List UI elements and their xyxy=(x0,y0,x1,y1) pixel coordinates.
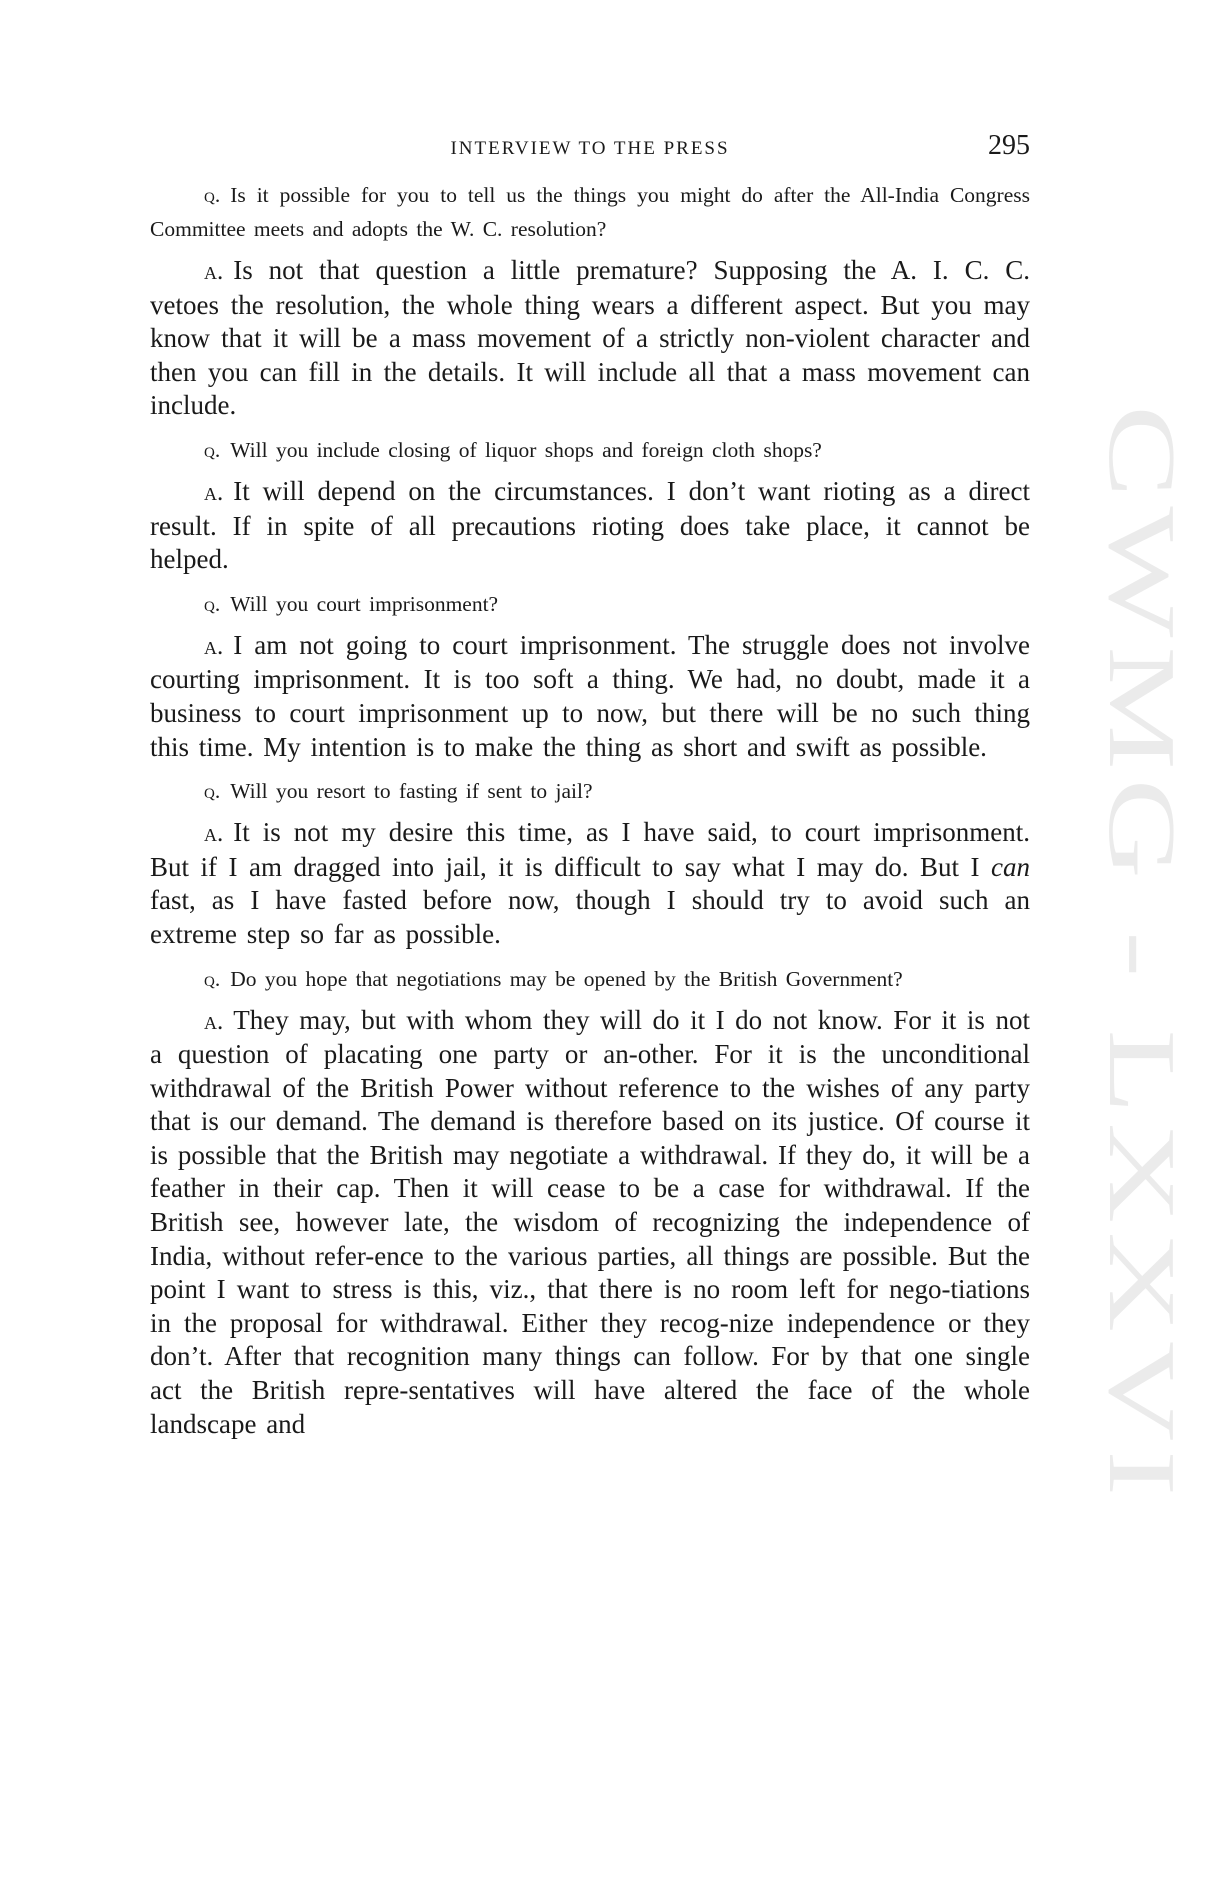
watermark xyxy=(1028,405,1196,1505)
running-title: INTERVIEW TO THE PRESS xyxy=(450,138,730,159)
answer-paragraph xyxy=(150,816,1030,951)
answer-marker: a. xyxy=(204,820,224,848)
answer-emphasis: can xyxy=(991,851,1030,882)
qa-pair xyxy=(150,433,1030,577)
question-text: Will you resort to fasting if sent to jail? xyxy=(230,779,593,804)
answer-paragraph xyxy=(150,629,1030,764)
answer-marker: a. xyxy=(204,258,224,285)
qa-pair xyxy=(150,178,1030,423)
answer-marker: a. xyxy=(204,632,224,660)
question-marker: q. xyxy=(204,183,221,207)
question-paragraph xyxy=(150,587,1030,621)
answer-paragraph xyxy=(150,475,1030,577)
answer-text-end: fast, as I have fasted before now, though I should try to avoid such an extreme step so far as possible. xyxy=(150,885,1030,949)
book-page xyxy=(150,128,1030,1451)
question-text: Is it possible for you to tell us the things you might do after the All-India Congress Committee meets and adopts the W. C. resolution? xyxy=(150,183,1030,241)
question-marker: q. xyxy=(204,779,221,804)
interview-content xyxy=(150,178,1030,1441)
answer-text-start: It is not my desire this time, as I have said, to court imprisonment. But if I am dragged into jail, it is difficult to say what I may do. But I xyxy=(150,817,1030,882)
question-paragraph xyxy=(150,178,1030,246)
question-paragraph xyxy=(150,774,1030,808)
question-marker: q. xyxy=(204,966,221,991)
page-number: 295 xyxy=(988,130,1030,161)
answer-text: It will depend on the circumstances. I don’t want rioting as a direct result. If in spite of all precautions rioting does take place, it cannot be helped. xyxy=(150,475,1030,575)
question-paragraph xyxy=(150,433,1030,467)
qa-pair xyxy=(150,962,1030,1442)
answer-marker: a. xyxy=(204,478,224,506)
question-text: Will you include closing of liquor shops and foreign cloth shops? xyxy=(230,437,822,462)
question-text: Do you hope that negotiations may be opened by the British Government? xyxy=(230,966,903,991)
answer-paragraph xyxy=(150,254,1030,423)
question-text: Will you court imprisonment? xyxy=(230,591,499,616)
answer-paragraph xyxy=(150,1004,1030,1442)
watermark-text: CWMG - LXXVI xyxy=(1089,405,1196,1165)
answer-marker: a. xyxy=(204,1007,224,1035)
answer-text: I am not going to court imprisonment. The struggle does not involve courting imprisonment. It is too soft a thing. We had, no doubt, made it a business to court imprisonment up to now, but there will be no such thing this time. My intention is to make the thing as short and swift as possible. xyxy=(150,629,1030,762)
answer-text: Is not that question a little premature? Supposing the A. I. C. C. vetoes the resolution, the whole thing wears a different aspect. But you may know that it will be a mass movement of a strictly non-violent character and then you can fill in the details. It will include all that a mass movement can include. xyxy=(150,255,1030,421)
running-head xyxy=(150,128,1030,168)
answer-text: They may, but with whom they will do it I do not know. For it is not a question of placating one party or an-other. For it is the unconditional withdrawal of the British Power without reference to the wishes of any party that is our demand. The demand is therefore based on its justice. Of course it is possible that the British may negotiate a withdrawal. If they do, it will be a feather in their cap. Then it will cease to be a case for withdrawal. If the British see, however late, the wisdom of recognizing the independence of India, without refer-ence to the various parties, all things are possible. But the point I want to stress is this, viz., that there is no room left for nego-tiations in the proposal for withdrawal. Either they recog-nize independence or they don’t. After that recognition many things can follow. For by that one single act the British repre-sentatives will have altered the face of the whole landscape and xyxy=(150,1004,1030,1439)
question-marker: q. xyxy=(204,437,221,462)
qa-pair xyxy=(150,587,1030,764)
qa-pair xyxy=(150,774,1030,951)
question-paragraph xyxy=(150,962,1030,996)
question-marker: q. xyxy=(204,591,221,616)
